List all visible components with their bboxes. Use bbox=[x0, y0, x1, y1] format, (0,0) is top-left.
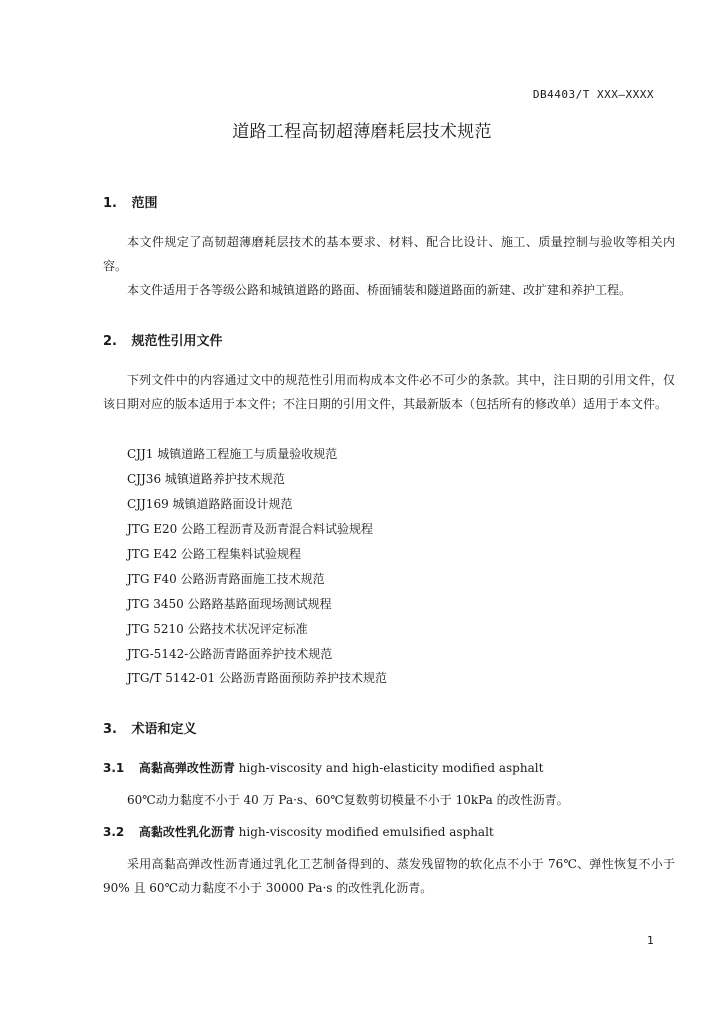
reference-item: CJJ1 城镇道路工程施工与质量验收规范 bbox=[127, 447, 338, 461]
section-heading-terms-definitions bbox=[103, 718, 197, 737]
term-heading-3-2 bbox=[103, 823, 494, 840]
scope-paragraph-1: 本文件规定了高韧超薄磨耗层技术的基本要求、材料、配合比设计、施工、质量控制与验收等相关内容。 bbox=[103, 235, 675, 273]
term-definition-3-1: 60℃动力黏度不小于 40 万 Pa·s、60℃复数剪切模量不小于 10kPa 的改性沥青。 bbox=[127, 793, 569, 807]
reference-item: CJJ36 城镇道路养护技术规范 bbox=[127, 472, 285, 486]
standard-code: DB4403/T XXX—XXXX bbox=[532, 88, 654, 101]
reference-item: CJJ169 城镇道路路面设计规范 bbox=[127, 497, 293, 511]
section-number: 3. bbox=[103, 722, 117, 737]
reference-item: JTG E42 公路工程集料试验规程 bbox=[127, 547, 302, 561]
term-definition-3-2: 采用高黏高弹改性沥青通过乳化工艺制备得到的、蒸发残留物的软化点不小于 76℃、弹性恢复不小于 90% 且 60℃动力黏度不小于 30000 Pa·s 的改性乳化沥青。 bbox=[103, 857, 675, 895]
section-title: 术语和定义 bbox=[131, 722, 197, 737]
section-title: 规范性引用文件 bbox=[131, 334, 223, 349]
reference-item: JTG 3450 公路路基路面现场测试规程 bbox=[127, 597, 332, 611]
reference-item: JTG-5142-公路沥青路面养护技术规范 bbox=[127, 647, 333, 661]
term-chinese: 高黏高弹改性沥青 bbox=[138, 761, 235, 775]
section-heading-scope bbox=[103, 192, 158, 211]
section-number: 1. bbox=[103, 196, 117, 211]
reference-item: JTG F40 公路沥青路面施工技术规范 bbox=[127, 572, 325, 586]
reference-item: JTG 5210 公路技术状况评定标准 bbox=[127, 622, 308, 636]
section-heading-normative-references bbox=[103, 330, 223, 349]
section-number: 2. bbox=[103, 334, 117, 349]
reference-item: JTG/T 5142-01 公路沥青路面预防养护技术规范 bbox=[127, 671, 387, 685]
term-heading-3-1 bbox=[103, 759, 543, 776]
term-english: high-viscosity and high-elasticity modified asphalt bbox=[238, 761, 544, 775]
references-intro-paragraph: 下列文件中的内容通过文中的规范性引用而构成本文件必不可少的条款。其中，注日期的引用文件，仅该日期对应的版本适用于本文件；不注日期的引用文件，其最新版本（包括所有的修改单）适用于本文件。 bbox=[103, 373, 675, 411]
term-english: high-viscosity modified emulsified asphalt bbox=[238, 825, 494, 839]
page-number: 1 bbox=[647, 934, 654, 947]
term-number: 3.1 bbox=[103, 761, 125, 775]
term-chinese: 高黏改性乳化沥青 bbox=[138, 825, 235, 839]
document-title: 道路工程高韧超薄磨耗层技术规范 bbox=[232, 122, 492, 142]
term-number: 3.2 bbox=[103, 825, 125, 839]
scope-paragraph-2: 本文件适用于各等级公路和城镇道路的路面、桥面铺装和隧道路面的新建、改扩建和养护工程。 bbox=[127, 283, 632, 297]
section-title: 范围 bbox=[131, 196, 158, 211]
reference-item: JTG E20 公路工程沥青及沥青混合料试验规程 bbox=[127, 522, 374, 536]
